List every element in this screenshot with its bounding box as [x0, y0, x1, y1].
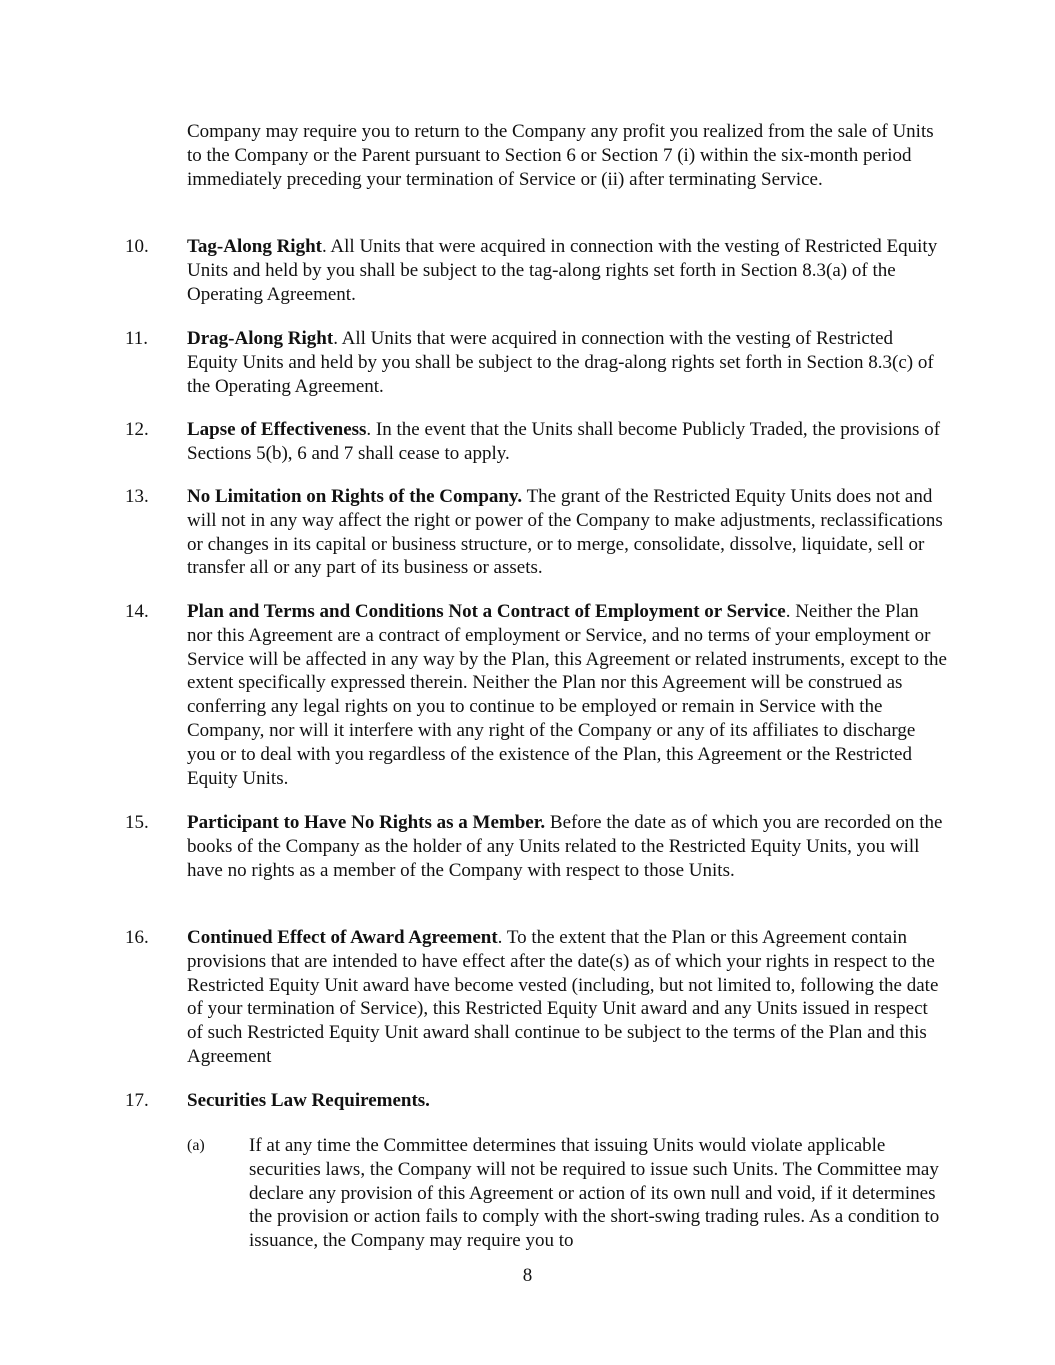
section-text: The grant of the Restricted Equity Units does not and will not in any way affect the right or power of the Company to make adjustments, reclassifications or changes in its capital or business structure, or to merge, consolidate, dissolve, liquidate, sell or transfer all or any part of its business or assets.	[187, 486, 943, 579]
section-number: 17.	[125, 1090, 149, 1111]
section-heading: Plan and Terms and Conditions Not a Contract of Employment or Service	[187, 601, 786, 622]
subsection-text: If at any time the Committee determines that issuing Units would violate applicable securities laws, the Company will not be required to issue such Units. The Committee may declare any provision of this Agreement or action of its own null and void, if it determines the provision or action fails to comply with the short-swing trading rules. As a condition to issuance, the Company may require you to	[249, 1135, 940, 1252]
subsection-a	[187, 1134, 947, 1253]
section-15	[125, 811, 947, 882]
section-heading: Continued Effect of Award Agreement	[187, 927, 498, 948]
page-number: 8	[522, 1265, 533, 1286]
section-14	[125, 600, 947, 790]
section-number: 13.	[125, 486, 149, 507]
section-heading: No Limitation on Rights of the Company.	[187, 486, 523, 507]
section-number: 16.	[125, 927, 149, 948]
section-text: Before the date as of which you are recorded on the books of the Company as the holder of any Units related to the Restricted Equity Units, you will have no rights as a member of the Company with respect to those Units.	[187, 812, 943, 881]
intro-paragraph: Company may require you to return to the Company any profit you realized from the sale of Units to the Company or the Parent pursuant to Section 6 or Section 7 (i) within the six-month period immediately preceding your termination of Service or (ii) after terminating Service.	[187, 121, 934, 190]
section-10	[125, 235, 947, 306]
section-heading: Securities Law Requirements.	[187, 1090, 430, 1111]
section-16	[125, 926, 947, 1069]
section-12	[125, 418, 947, 466]
section-heading: Lapse of Effectiveness	[187, 419, 367, 440]
section-text: . All Units that were acquired in connection with the vesting of Restricted Equity Units and held by you shall be subject to the tag-along rights set forth in Section 8.3(a) of the Operating Agreement.	[187, 236, 938, 305]
section-number: 10.	[125, 236, 149, 257]
section-text: . In the event that the Units shall become Publicly Traded, the provisions of Sections 5(b), 6 and 7 shall cease to apply.	[187, 419, 941, 464]
section-17	[125, 1089, 947, 1113]
section-number: 11.	[125, 328, 149, 349]
section-number: 15.	[125, 812, 149, 833]
section-text: . To the extent that the Plan or this Agreement contain provisions that are intended to have effect after the date(s) as of which your rights in respect to the Restricted Equity Unit award have become vested (including, but not limited to, following the date of your termination of Service), this Restricted Equity Unit award and any Units issued in respect of such Restricted Equity Unit award shall continue to be subject to the terms of the Plan and this Agreement	[187, 927, 939, 1067]
section-text: . Neither the Plan nor this Agreement are a contract of employment or Service, and no terms of your employment or Service will be affected in any way by the Plan, this Agreement or related instruments, except to the extent specifically expressed therein. Neither the Plan nor this Agreement will be construed as conferring any legal rights on you to continue to be employed or remain in Service with the Company, nor will it interfere with any right of the Company or any of its affiliates to discharge you or to deal with you regardless of the existence of the Plan, this Agreement or the Restricted Equity Units.	[187, 601, 947, 789]
subsection-label: (a)	[187, 1137, 205, 1154]
section-heading: Tag-Along Right	[187, 236, 322, 257]
section-13	[125, 485, 947, 580]
section-number: 14.	[125, 601, 149, 622]
section-heading: Participant to Have No Rights as a Member.	[187, 812, 546, 833]
section-heading: Drag-Along Right	[187, 328, 334, 349]
section-text: . All Units that were acquired in connection with the vesting of Restricted Equity Units and held by you shall be subject to the drag-along rights set forth in Section 8.3(c) of the Operating Agreement.	[187, 328, 934, 397]
section-11	[125, 327, 947, 398]
section-number: 12.	[125, 419, 149, 440]
